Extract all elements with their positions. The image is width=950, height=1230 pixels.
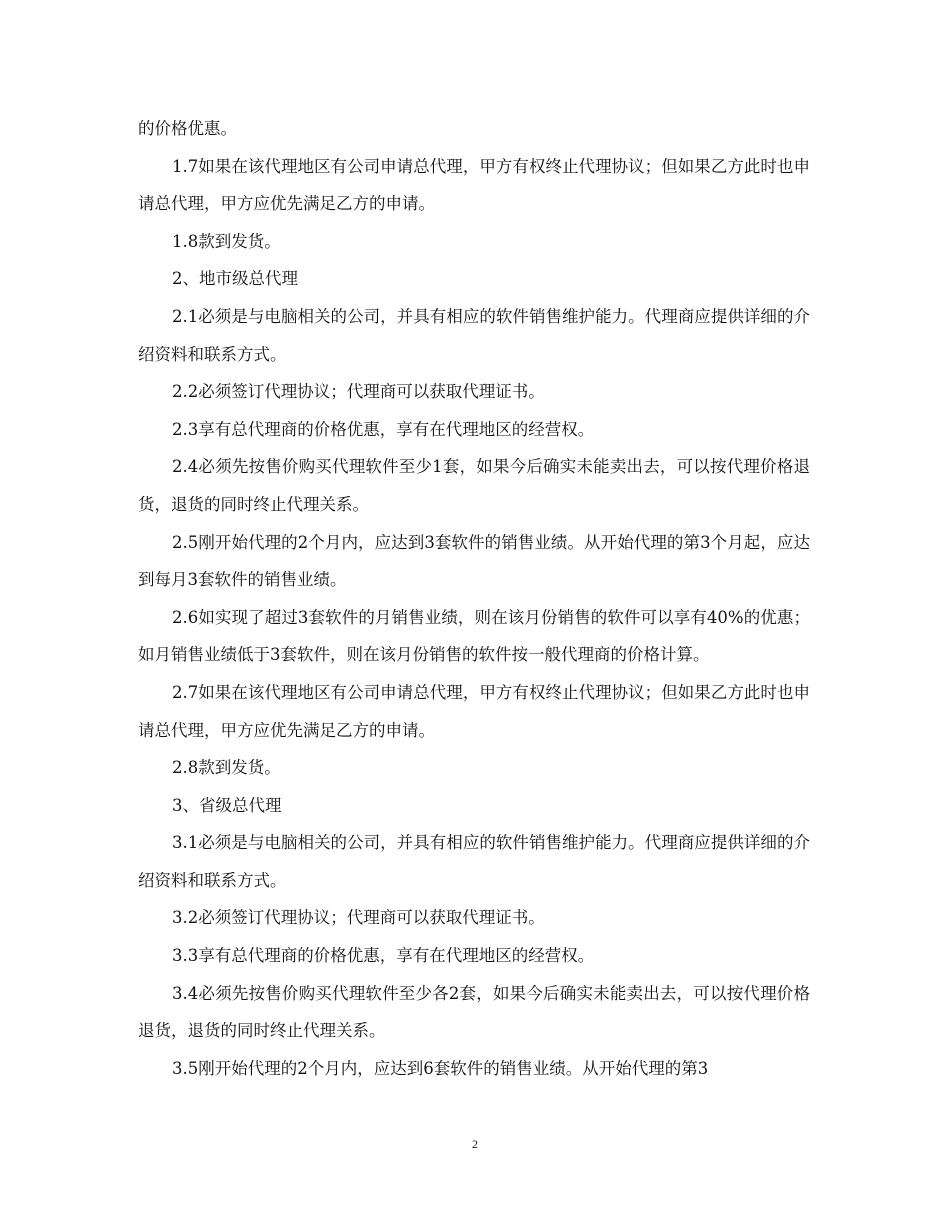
paragraph-3-1: 3.1必须是与电脑相关的公司，并具有相应的软件销售维护能力。代理商应提供详细的介绍资料和联系方式。 bbox=[138, 833, 810, 890]
paragraph-2-2: 2.2必须签订代理协议；代理商可以获取代理证书。 bbox=[172, 382, 545, 402]
paragraph-2-1: 2.1必须是与电脑相关的公司，并具有相应的软件销售维护能力。代理商应提供详细的介绍资料和联系方式。 bbox=[138, 306, 810, 364]
paragraph-3-4: 3.4必须先按售价购买代理软件至少各2套，如果今后确实未能卖出去，可以按代理价格退货，退货的同时终止代理关系。 bbox=[138, 983, 810, 1041]
paragraph-price-discount-tail: 的价格优惠。 bbox=[138, 119, 237, 138]
page-number: 2 bbox=[472, 1137, 478, 1151]
paragraph-2-6: 2.6如实现了超过3套软件的月销售业绩，则在该月份销售的软件可以享有40%的优惠；如月销售业绩低于3套软件，则在该月份销售的软件按一般代理商的价格计算。 bbox=[138, 607, 810, 665]
document-body bbox=[138, 110, 810, 1087]
paragraph-2-5: 2.5刚开始代理的2个月内，应达到3套软件的销售业绩。从开始代理的第3个月起，应达到每月3套软件的销售业绩。 bbox=[138, 532, 810, 590]
section-heading-3: 3、省级总代理 bbox=[172, 795, 282, 815]
paragraph-2-4: 2.4必须先按售价购买代理软件至少1套，如果今后确实未能卖出去，可以按代理价格退货，退货的同时终止代理关系。 bbox=[138, 457, 810, 514]
paragraph-2-7: 2.7如果在该代理地区有公司申请总代理，甲方有权终止代理协议；但如果乙方此时也申请总代理，甲方应优先满足乙方的申请。 bbox=[138, 682, 810, 740]
paragraph-3-5: 3.5刚开始代理的2个月内，应达到6套软件的销售业绩。从开始代理的第3 bbox=[172, 1058, 709, 1078]
paragraph-3-2: 3.2必须签订代理协议；代理商可以获取代理证书。 bbox=[172, 908, 545, 928]
paragraph-1-8: 1.8款到发货。 bbox=[172, 231, 281, 251]
paragraph-2-8: 2.8款到发货。 bbox=[172, 758, 281, 778]
paragraph-1-7: 1.7如果在该代理地区有公司申请总代理，甲方有权终止代理协议；但如果乙方此时也申请总代理，甲方应优先满足乙方的申请。 bbox=[138, 156, 810, 214]
section-heading-2: 2、地市级总代理 bbox=[172, 269, 298, 289]
paragraph-2-3: 2.3享有总代理商的价格优惠，享有在代理地区的经营权。 bbox=[172, 419, 595, 439]
paragraph-3-3: 3.3享有总代理商的价格优惠，享有在代理地区的经营权。 bbox=[172, 946, 595, 966]
